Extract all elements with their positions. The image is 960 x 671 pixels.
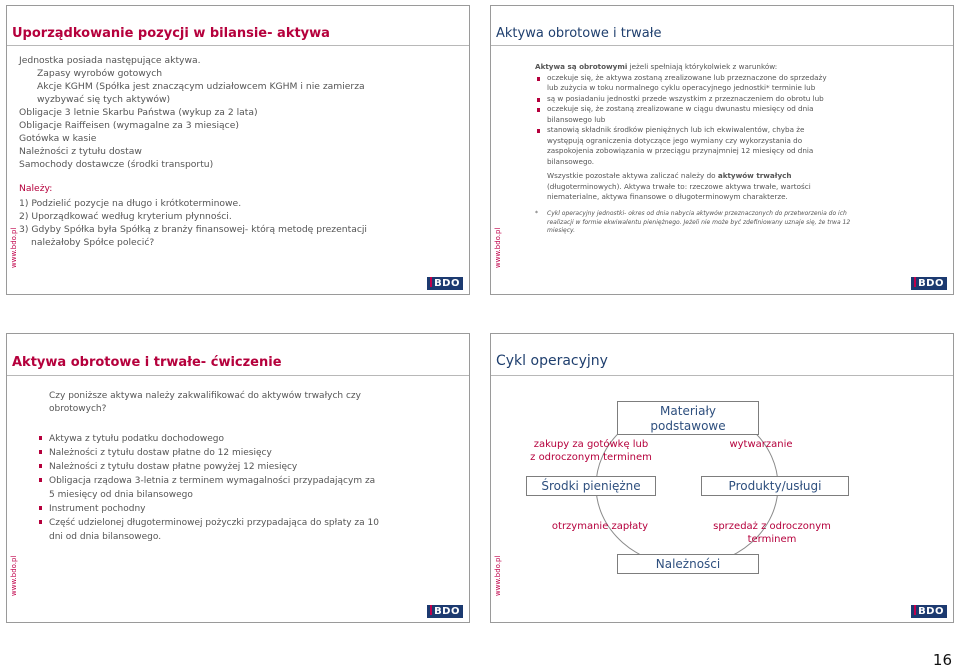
lead-text: jeżeli spełniają którykolwiek z warunków: [627, 62, 778, 71]
asset-item: Należności z tytułu dostaw [19, 146, 142, 157]
exercise-item: Należności z tytułu dostaw płatne powyżej 12 miesięcy [37, 460, 379, 474]
task-item: 3) Gdyby Spółka była Spółką z branży finansowej- którą metodę prezentacji [19, 224, 367, 235]
exercise-item: Część udzielonej długoterminowej pożyczki przypadająca do spłaty za 10 dni od dnia bilansowego. [37, 516, 379, 544]
materials-box: Materiały podstawowe [617, 401, 759, 435]
assets-list [19, 54, 365, 171]
asset-item: Obligacje 3 letnie Skarbu Państwa (wykup za 2 lata) [19, 107, 258, 118]
bdo-logo: BDO [427, 277, 463, 290]
title-divider [7, 45, 469, 46]
bdo-logo: BDO [911, 277, 947, 290]
sale-label: sprzedaż z odroczonym terminem [713, 521, 831, 545]
task-item: 2) Uporządkować według kryterium płynności. [19, 211, 232, 222]
definition-block [535, 62, 827, 167]
exercise-item: Należności z tytułu dostaw płatne do 12 miesięcy [37, 446, 379, 460]
condition-item: stanowią składnik środków pieniężnych lub ich ekwiwalentów, chyba że występują ograniczenia dotyczące jego wymiany czy wykorzystania do zaspokojenia zobowiązania w przeciągu przynajmniej 12 miesięcy od dnia bilansowego. [535, 125, 827, 167]
asset-item: wyzbywać się tych aktywów) [37, 94, 171, 105]
asset-item: Samochody dostawcze (środki transportu) [19, 159, 214, 170]
slide-title: Uporządkowanie pozycji w bilansie- aktywa [12, 26, 330, 41]
asset-item: Gotówka w kasie [19, 133, 97, 144]
products-box: Produkty/usługi [701, 476, 849, 496]
bdo-logo: BDO [911, 605, 947, 618]
page-number: 16 [932, 651, 952, 669]
condition-item: są w posiadaniu jednostki przede wszystkim z przeznaczeniem do obrotu lub [535, 94, 827, 105]
purchase-label: zakupy za gotówkę lub z odroczonym terminem [530, 439, 652, 463]
bdo-logo: BDO [427, 605, 463, 618]
question-text: Czy poniższe aktywa należy zakwalifikować do aktywów trwałych czy obrotowych? [49, 391, 361, 414]
task-item: należałoby Spółce polecić? [31, 237, 155, 248]
tasks-heading: Należy: [19, 183, 53, 194]
payment-label: otrzymanie zapłaty [551, 521, 649, 532]
asset-item: Obligacje Raiffeisen (wymagalne za 3 miesiące) [19, 120, 239, 131]
bdo-url: www.bdo.pl [10, 227, 18, 268]
asset-item: Akcje KGHM (Spółka jest znaczącym udziałowcem KGHM i nie zamierza [37, 81, 365, 92]
slide-title: Aktywa obrotowe i trwałe- ćwiczenie [12, 355, 282, 370]
condition-item: oczekuje się, że aktywa zostaną zrealizowane lub przeznaczone do sprzedaży lub zużycia w toku normalnego cyklu operacyjnego jednostki* terminie lub [535, 73, 827, 94]
condition-item: oczekuje się, że zostaną zrealizowane w ciągu dwunastu miesięcy od dnia bilansowego lub [535, 104, 827, 125]
fixed-assets-bold: aktywów trwałych [717, 171, 792, 180]
slide-balance-assets [6, 5, 470, 295]
lead-bold: Aktywa są obrotowymi [535, 62, 628, 71]
bdo-url: www.bdo.pl [10, 555, 18, 596]
fixed-assets-paragraph: Wszystkie pozostałe aktywa zaliczać należy do aktywów trwałych (długoterminowych). Aktywa trwałe to: rzeczowe aktywa trwałe, wartości niematerialne, aktywa finansowe o długoterminowym charakterze. [547, 171, 811, 201]
production-label: wytwarzanie [729, 439, 793, 450]
slide-exercise [6, 333, 470, 623]
slide-title: Aktywa obrotowe i trwałe [496, 26, 662, 41]
receivables-box: Należności [617, 554, 759, 574]
slide-title: Cykl operacyjny [496, 353, 608, 369]
tasks-block [19, 182, 367, 249]
title-divider [491, 45, 953, 46]
exercise-item: Aktywa z tytułu podatku dochodowego [37, 432, 379, 446]
slide-current-fixed-assets [490, 5, 954, 295]
bdo-url: www.bdo.pl [494, 227, 502, 268]
exercise-item: Instrument pochodny [37, 502, 379, 516]
cash-box: Środki pieniężne [526, 476, 656, 496]
slide-operating-cycle [490, 333, 954, 623]
intro-text: Jednostka posiada następujące aktywa. [19, 55, 201, 66]
asset-item: Zapasy wyrobów gotowych [37, 68, 163, 79]
task-item: 1) Podzielić pozycje na długo i krótkoterminowe. [19, 198, 242, 209]
exercise-item: Obligacja rządowa 3-letnia z terminem wymagalności przypadającym za 5 miesięcy od dnia bilansowego [37, 474, 379, 502]
exercise-list [37, 432, 379, 544]
footnote: * Cykl operacyjny jednostki- okres od dnia nabycia aktywów przeznaczonych do przetworzenia do ich realizacji w formie ekwiwalentu pieniężnego. Jeżeli nie może być zdefiniowany uznaje się, że trwa 12 miesięcy. [535, 210, 851, 234]
title-divider [7, 375, 469, 376]
bdo-url: www.bdo.pl [494, 555, 502, 596]
